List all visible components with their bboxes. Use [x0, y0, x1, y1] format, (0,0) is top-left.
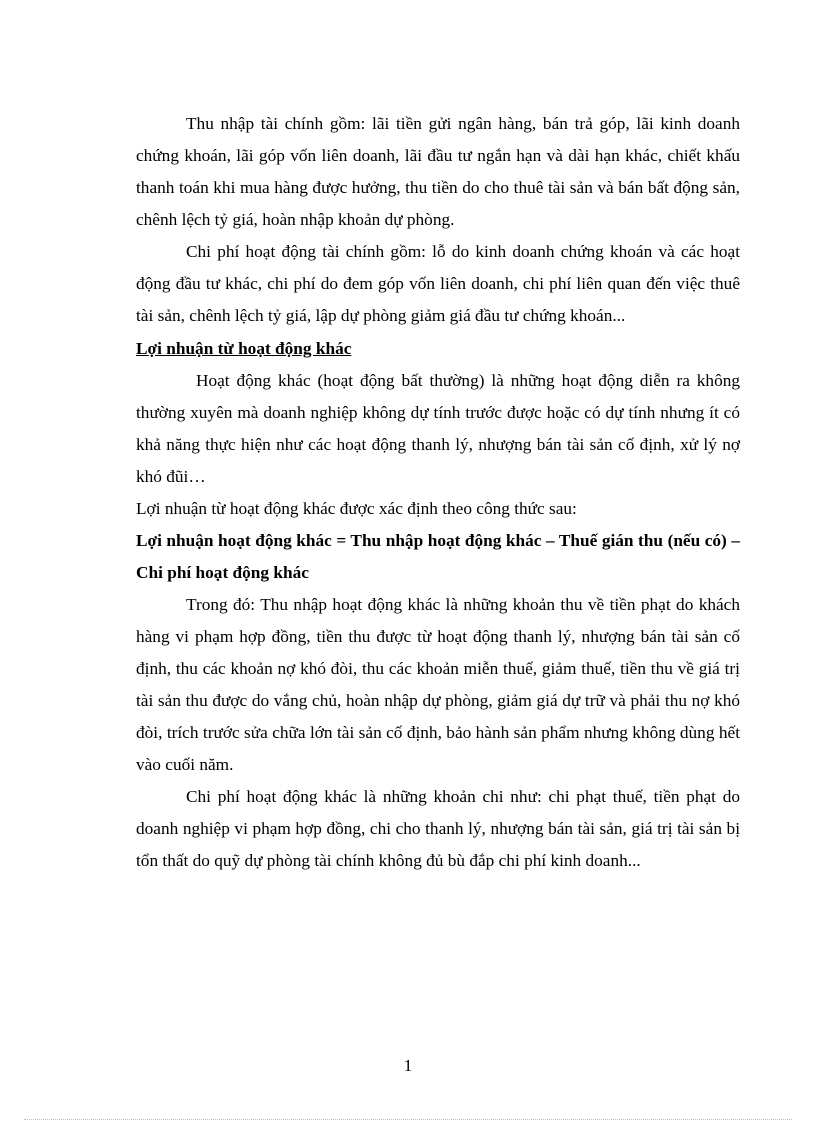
paragraph-formula-intro: Lợi nhuận từ hoạt động khác được xác định theo công thức sau:: [136, 499, 577, 518]
paragraph-other-expenses: Chi phí hoạt động khác là những khoản chi như: chi phạt thuế, tiền phạt do doanh nghiệp vi phạm hợp đồng, chi cho thanh lý, nhượng bán tài sản, giá trị tài sản bị tổn thất do quỹ dự phòng tài chính không đủ bù đắp chi phí kinh doanh...: [136, 787, 740, 870]
page-number: 1: [403, 1056, 413, 1075]
section-heading-other-activities-profit: Lợi nhuận từ hoạt động khác: [136, 339, 352, 358]
formula-other-activities-profit: Lợi nhuận hoạt động khác = Thu nhập hoạt động khác – Thuế gián thu (nếu có) – Chi phí hoạt động khác: [136, 531, 740, 582]
paragraph-financial-income: Thu nhập tài chính gồm: lãi tiền gửi ngân hàng, bán trả góp, lãi kinh doanh chứng khoán, lãi góp vốn liên doanh, lãi đầu tư ngắn hạn và dài hạn khác, chiết khấu thanh toán khi mua hàng được hưởng, thu tiền do cho thuê tài sản và bán bất động sản, chênh lệch tỷ giá, hoàn nhập khoản dự phòng.: [136, 114, 740, 229]
document-body: [136, 108, 740, 877]
paragraph-financial-expenses: Chi phí hoạt động tài chính gồm: lỗ do kinh doanh chứng khoán và các hoạt động đầu tư khác, chi phí do đem góp vốn liên doanh, chi phí liên quan đến việc thuê tài sản, chênh lệch tỷ giá, lập dự phòng giảm giá đầu tư chứng khoán...: [136, 242, 740, 325]
paragraph-other-income: Trong đó: Thu nhập hoạt động khác là những khoản thu về tiền phạt do khách hàng vi phạm hợp đồng, tiền thu được từ hoạt động thanh lý, nhượng bán tài sản cố định, thu các khoản nợ khó đòi, thu các khoản miễn thuế, giảm thuế, tiền thu về giá trị tài sản thu được do vắng chủ, hoàn nhập dự phòng, giảm giá dự trữ và phải thu nợ khó đòi, trích trước sửa chữa lớn tài sản cố định, bảo hành sản phẩm nhưng không dùng hết vào cuối năm.: [136, 595, 740, 774]
paragraph-other-activities: Hoạt động khác (hoạt động bất thường) là những hoạt động diễn ra không thường xuyên mà doanh nghiệp không dự tính trước được hoặc có dự tính nhưng ít có khả năng thực hiện như các hoạt động thanh lý, nhượng bán tài sản cố định, xử lý nợ khó đũi…: [136, 371, 740, 486]
page-bottom-edge: [24, 1119, 792, 1120]
